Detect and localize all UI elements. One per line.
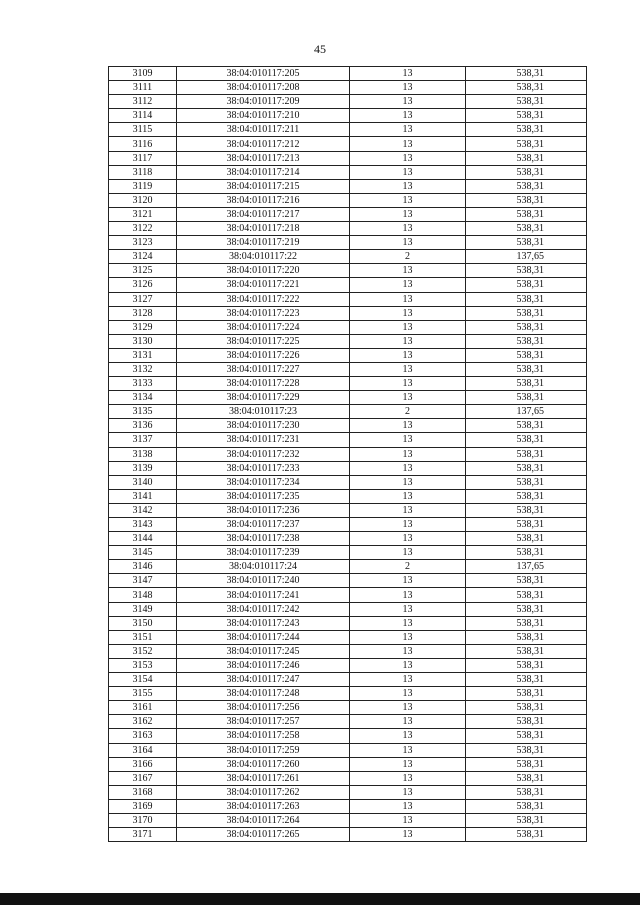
value-cell: 538,31 bbox=[466, 602, 587, 616]
value-cell: 538,31 bbox=[466, 67, 587, 81]
cadastral-number-cell: 38:04:010117:218 bbox=[177, 222, 350, 236]
area-cell: 13 bbox=[350, 123, 466, 137]
area-cell: 13 bbox=[350, 630, 466, 644]
cadastral-number-cell: 38:04:010117:237 bbox=[177, 518, 350, 532]
value-cell: 538,31 bbox=[466, 729, 587, 743]
table-row bbox=[109, 489, 587, 503]
area-cell: 13 bbox=[350, 546, 466, 560]
table-row bbox=[109, 518, 587, 532]
cadastral-number-cell: 38:04:010117:230 bbox=[177, 419, 350, 433]
value-cell: 538,31 bbox=[466, 447, 587, 461]
table-row bbox=[109, 95, 587, 109]
row-number-cell: 3163 bbox=[109, 729, 177, 743]
cadastral-number-cell: 38:04:010117:228 bbox=[177, 377, 350, 391]
value-cell: 538,31 bbox=[466, 532, 587, 546]
table-row bbox=[109, 433, 587, 447]
table-row bbox=[109, 405, 587, 419]
cadastral-number-cell: 38:04:010117:224 bbox=[177, 320, 350, 334]
row-number-cell: 3112 bbox=[109, 95, 177, 109]
area-cell: 13 bbox=[350, 616, 466, 630]
row-number-cell: 3109 bbox=[109, 67, 177, 81]
table-row bbox=[109, 588, 587, 602]
row-number-cell: 3150 bbox=[109, 616, 177, 630]
area-cell: 13 bbox=[350, 813, 466, 827]
table-row bbox=[109, 306, 587, 320]
row-number-cell: 3146 bbox=[109, 560, 177, 574]
table-row bbox=[109, 419, 587, 433]
value-cell: 538,31 bbox=[466, 616, 587, 630]
cadastral-number-cell: 38:04:010117:211 bbox=[177, 123, 350, 137]
table-row bbox=[109, 81, 587, 95]
area-cell: 13 bbox=[350, 377, 466, 391]
value-cell: 538,31 bbox=[466, 461, 587, 475]
row-number-cell: 3126 bbox=[109, 278, 177, 292]
area-cell: 2 bbox=[350, 560, 466, 574]
cadastral-number-cell: 38:04:010117:262 bbox=[177, 785, 350, 799]
row-number-cell: 3131 bbox=[109, 348, 177, 362]
cadastral-number-cell: 38:04:010117:248 bbox=[177, 687, 350, 701]
cadastral-number-cell: 38:04:010117:209 bbox=[177, 95, 350, 109]
area-cell: 13 bbox=[350, 391, 466, 405]
area-cell: 13 bbox=[350, 278, 466, 292]
cadastral-number-cell: 38:04:010117:246 bbox=[177, 658, 350, 672]
value-cell: 538,31 bbox=[466, 715, 587, 729]
cadastral-table bbox=[108, 66, 587, 842]
area-cell: 13 bbox=[350, 81, 466, 95]
value-cell: 538,31 bbox=[466, 81, 587, 95]
row-number-cell: 3130 bbox=[109, 334, 177, 348]
row-number-cell: 3129 bbox=[109, 320, 177, 334]
cadastral-number-cell: 38:04:010117:235 bbox=[177, 489, 350, 503]
row-number-cell: 3155 bbox=[109, 687, 177, 701]
value-cell: 538,31 bbox=[466, 165, 587, 179]
area-cell: 13 bbox=[350, 673, 466, 687]
area-cell: 13 bbox=[350, 743, 466, 757]
area-cell: 13 bbox=[350, 729, 466, 743]
cadastral-number-cell: 38:04:010117:24 bbox=[177, 560, 350, 574]
cadastral-number-cell: 38:04:010117:212 bbox=[177, 137, 350, 151]
value-cell: 538,31 bbox=[466, 588, 587, 602]
value-cell: 538,31 bbox=[466, 95, 587, 109]
cadastral-number-cell: 38:04:010117:265 bbox=[177, 828, 350, 842]
value-cell: 538,31 bbox=[466, 207, 587, 221]
cadastral-number-cell: 38:04:010117:243 bbox=[177, 616, 350, 630]
cadastral-number-cell: 38:04:010117:232 bbox=[177, 447, 350, 461]
area-cell: 13 bbox=[350, 362, 466, 376]
row-number-cell: 3123 bbox=[109, 236, 177, 250]
value-cell: 137,65 bbox=[466, 405, 587, 419]
cadastral-number-cell: 38:04:010117:231 bbox=[177, 433, 350, 447]
table-row bbox=[109, 757, 587, 771]
table-row bbox=[109, 715, 587, 729]
row-number-cell: 3119 bbox=[109, 179, 177, 193]
value-cell: 538,31 bbox=[466, 334, 587, 348]
cadastral-number-cell: 38:04:010117:263 bbox=[177, 799, 350, 813]
table-row bbox=[109, 179, 587, 193]
value-cell: 538,31 bbox=[466, 179, 587, 193]
row-number-cell: 3140 bbox=[109, 475, 177, 489]
row-number-cell: 3133 bbox=[109, 377, 177, 391]
value-cell: 538,31 bbox=[466, 658, 587, 672]
cadastral-number-cell: 38:04:010117:234 bbox=[177, 475, 350, 489]
table-row bbox=[109, 701, 587, 715]
table-row bbox=[109, 630, 587, 644]
value-cell: 538,31 bbox=[466, 743, 587, 757]
value-cell: 538,31 bbox=[466, 785, 587, 799]
value-cell: 538,31 bbox=[466, 236, 587, 250]
cadastral-number-cell: 38:04:010117:264 bbox=[177, 813, 350, 827]
table-row bbox=[109, 743, 587, 757]
area-cell: 13 bbox=[350, 757, 466, 771]
table-row bbox=[109, 447, 587, 461]
value-cell: 538,31 bbox=[466, 137, 587, 151]
row-number-cell: 3122 bbox=[109, 222, 177, 236]
value-cell: 538,31 bbox=[466, 391, 587, 405]
area-cell: 13 bbox=[350, 518, 466, 532]
row-number-cell: 3168 bbox=[109, 785, 177, 799]
row-number-cell: 3125 bbox=[109, 264, 177, 278]
cadastral-number-cell: 38:04:010117:247 bbox=[177, 673, 350, 687]
row-number-cell: 3134 bbox=[109, 391, 177, 405]
value-cell: 538,31 bbox=[466, 799, 587, 813]
value-cell: 538,31 bbox=[466, 320, 587, 334]
table-row bbox=[109, 546, 587, 560]
table-row bbox=[109, 348, 587, 362]
table-row bbox=[109, 771, 587, 785]
cadastral-number-cell: 38:04:010117:23 bbox=[177, 405, 350, 419]
row-number-cell: 3141 bbox=[109, 489, 177, 503]
table-row bbox=[109, 292, 587, 306]
area-cell: 13 bbox=[350, 306, 466, 320]
page-number: 45 bbox=[314, 42, 326, 56]
area-cell: 13 bbox=[350, 419, 466, 433]
cadastral-number-cell: 38:04:010117:241 bbox=[177, 588, 350, 602]
table-row bbox=[109, 151, 587, 165]
value-cell: 137,65 bbox=[466, 560, 587, 574]
value-cell: 538,31 bbox=[466, 503, 587, 517]
table-row bbox=[109, 250, 587, 264]
table-row bbox=[109, 461, 587, 475]
cadastral-number-cell: 38:04:010117:244 bbox=[177, 630, 350, 644]
area-cell: 13 bbox=[350, 701, 466, 715]
row-number-cell: 3170 bbox=[109, 813, 177, 827]
value-cell: 538,31 bbox=[466, 306, 587, 320]
row-number-cell: 3139 bbox=[109, 461, 177, 475]
value-cell: 538,31 bbox=[466, 348, 587, 362]
area-cell: 13 bbox=[350, 771, 466, 785]
area-cell: 13 bbox=[350, 475, 466, 489]
cadastral-number-cell: 38:04:010117:210 bbox=[177, 109, 350, 123]
row-number-cell: 3143 bbox=[109, 518, 177, 532]
table-row bbox=[109, 813, 587, 827]
row-number-cell: 3138 bbox=[109, 447, 177, 461]
value-cell: 538,31 bbox=[466, 489, 587, 503]
area-cell: 13 bbox=[350, 236, 466, 250]
row-number-cell: 3154 bbox=[109, 673, 177, 687]
cadastral-number-cell: 38:04:010117:216 bbox=[177, 193, 350, 207]
table-row bbox=[109, 137, 587, 151]
cadastral-number-cell: 38:04:010117:242 bbox=[177, 602, 350, 616]
value-cell: 538,31 bbox=[466, 771, 587, 785]
value-cell: 538,31 bbox=[466, 222, 587, 236]
table-row bbox=[109, 616, 587, 630]
area-cell: 13 bbox=[350, 222, 466, 236]
cadastral-number-cell: 38:04:010117:223 bbox=[177, 306, 350, 320]
area-cell: 13 bbox=[350, 334, 466, 348]
area-cell: 13 bbox=[350, 109, 466, 123]
row-number-cell: 3162 bbox=[109, 715, 177, 729]
table-row bbox=[109, 828, 587, 842]
row-number-cell: 3136 bbox=[109, 419, 177, 433]
value-cell: 538,31 bbox=[466, 673, 587, 687]
area-cell: 13 bbox=[350, 151, 466, 165]
area-cell: 13 bbox=[350, 348, 466, 362]
value-cell: 538,31 bbox=[466, 433, 587, 447]
cadastral-number-cell: 38:04:010117:240 bbox=[177, 574, 350, 588]
row-number-cell: 3115 bbox=[109, 123, 177, 137]
cadastral-number-cell: 38:04:010117:233 bbox=[177, 461, 350, 475]
value-cell: 538,31 bbox=[466, 518, 587, 532]
row-number-cell: 3117 bbox=[109, 151, 177, 165]
value-cell: 538,31 bbox=[466, 813, 587, 827]
row-number-cell: 3152 bbox=[109, 644, 177, 658]
value-cell: 538,31 bbox=[466, 193, 587, 207]
value-cell: 538,31 bbox=[466, 123, 587, 137]
table-row bbox=[109, 673, 587, 687]
cadastral-number-cell: 38:04:010117:219 bbox=[177, 236, 350, 250]
area-cell: 13 bbox=[350, 461, 466, 475]
cadastral-number-cell: 38:04:010117:217 bbox=[177, 207, 350, 221]
area-cell: 13 bbox=[350, 165, 466, 179]
table-row bbox=[109, 503, 587, 517]
cadastral-number-cell: 38:04:010117:22 bbox=[177, 250, 350, 264]
table-row bbox=[109, 362, 587, 376]
table-row bbox=[109, 799, 587, 813]
cadastral-number-cell: 38:04:010117:260 bbox=[177, 757, 350, 771]
value-cell: 137,65 bbox=[466, 250, 587, 264]
row-number-cell: 3137 bbox=[109, 433, 177, 447]
cadastral-number-cell: 38:04:010117:239 bbox=[177, 546, 350, 560]
row-number-cell: 3148 bbox=[109, 588, 177, 602]
value-cell: 538,31 bbox=[466, 264, 587, 278]
value-cell: 538,31 bbox=[466, 151, 587, 165]
row-number-cell: 3147 bbox=[109, 574, 177, 588]
table-row bbox=[109, 687, 587, 701]
table-row bbox=[109, 334, 587, 348]
area-cell: 13 bbox=[350, 447, 466, 461]
row-number-cell: 3127 bbox=[109, 292, 177, 306]
area-cell: 13 bbox=[350, 588, 466, 602]
row-number-cell: 3116 bbox=[109, 137, 177, 151]
cadastral-number-cell: 38:04:010117:225 bbox=[177, 334, 350, 348]
cadastral-number-cell: 38:04:010117:215 bbox=[177, 179, 350, 193]
value-cell: 538,31 bbox=[466, 574, 587, 588]
value-cell: 538,31 bbox=[466, 475, 587, 489]
table-row bbox=[109, 109, 587, 123]
table-row bbox=[109, 222, 587, 236]
value-cell: 538,31 bbox=[466, 644, 587, 658]
table-row bbox=[109, 532, 587, 546]
row-number-cell: 3171 bbox=[109, 828, 177, 842]
value-cell: 538,31 bbox=[466, 109, 587, 123]
cadastral-number-cell: 38:04:010117:220 bbox=[177, 264, 350, 278]
table-row bbox=[109, 729, 587, 743]
value-cell: 538,31 bbox=[466, 630, 587, 644]
table-row bbox=[109, 658, 587, 672]
area-cell: 13 bbox=[350, 644, 466, 658]
cadastral-number-cell: 38:04:010117:229 bbox=[177, 391, 350, 405]
row-number-cell: 3145 bbox=[109, 546, 177, 560]
area-cell: 13 bbox=[350, 179, 466, 193]
value-cell: 538,31 bbox=[466, 701, 587, 715]
area-cell: 13 bbox=[350, 193, 466, 207]
area-cell: 13 bbox=[350, 785, 466, 799]
area-cell: 2 bbox=[350, 250, 466, 264]
area-cell: 13 bbox=[350, 687, 466, 701]
row-number-cell: 3132 bbox=[109, 362, 177, 376]
area-cell: 13 bbox=[350, 67, 466, 81]
row-number-cell: 3144 bbox=[109, 532, 177, 546]
area-cell: 13 bbox=[350, 137, 466, 151]
area-cell: 13 bbox=[350, 489, 466, 503]
table-row bbox=[109, 264, 587, 278]
area-cell: 13 bbox=[350, 264, 466, 278]
table-row bbox=[109, 165, 587, 179]
area-cell: 13 bbox=[350, 207, 466, 221]
cadastral-number-cell: 38:04:010117:245 bbox=[177, 644, 350, 658]
cadastral-number-cell: 38:04:010117:258 bbox=[177, 729, 350, 743]
value-cell: 538,31 bbox=[466, 757, 587, 771]
row-number-cell: 3121 bbox=[109, 207, 177, 221]
cadastral-number-cell: 38:04:010117:236 bbox=[177, 503, 350, 517]
area-cell: 13 bbox=[350, 503, 466, 517]
row-number-cell: 3114 bbox=[109, 109, 177, 123]
cadastral-number-cell: 38:04:010117:213 bbox=[177, 151, 350, 165]
area-cell: 13 bbox=[350, 658, 466, 672]
cadastral-number-cell: 38:04:010117:259 bbox=[177, 743, 350, 757]
table-row bbox=[109, 644, 587, 658]
area-cell: 13 bbox=[350, 95, 466, 109]
cadastral-number-cell: 38:04:010117:214 bbox=[177, 165, 350, 179]
table-row bbox=[109, 278, 587, 292]
row-number-cell: 3169 bbox=[109, 799, 177, 813]
table-row bbox=[109, 391, 587, 405]
row-number-cell: 3164 bbox=[109, 743, 177, 757]
cadastral-number-cell: 38:04:010117:238 bbox=[177, 532, 350, 546]
area-cell: 13 bbox=[350, 320, 466, 334]
cadastral-number-cell: 38:04:010117:261 bbox=[177, 771, 350, 785]
value-cell: 538,31 bbox=[466, 419, 587, 433]
table-row bbox=[109, 207, 587, 221]
area-cell: 13 bbox=[350, 574, 466, 588]
table-row bbox=[109, 67, 587, 81]
cadastral-number-cell: 38:04:010117:205 bbox=[177, 67, 350, 81]
cadastral-number-cell: 38:04:010117:208 bbox=[177, 81, 350, 95]
row-number-cell: 3111 bbox=[109, 81, 177, 95]
row-number-cell: 3128 bbox=[109, 306, 177, 320]
area-cell: 13 bbox=[350, 828, 466, 842]
area-cell: 13 bbox=[350, 799, 466, 813]
table-row bbox=[109, 236, 587, 250]
table-row bbox=[109, 475, 587, 489]
value-cell: 538,31 bbox=[466, 278, 587, 292]
table-body bbox=[109, 67, 587, 842]
area-cell: 13 bbox=[350, 602, 466, 616]
row-number-cell: 3120 bbox=[109, 193, 177, 207]
area-cell: 2 bbox=[350, 405, 466, 419]
table-row bbox=[109, 560, 587, 574]
cadastral-number-cell: 38:04:010117:257 bbox=[177, 715, 350, 729]
table-row bbox=[109, 123, 587, 137]
cadastral-number-cell: 38:04:010117:222 bbox=[177, 292, 350, 306]
table-row bbox=[109, 602, 587, 616]
value-cell: 538,31 bbox=[466, 687, 587, 701]
row-number-cell: 3135 bbox=[109, 405, 177, 419]
table-row bbox=[109, 320, 587, 334]
row-number-cell: 3142 bbox=[109, 503, 177, 517]
row-number-cell: 3166 bbox=[109, 757, 177, 771]
table-row bbox=[109, 377, 587, 391]
area-cell: 13 bbox=[350, 433, 466, 447]
scan-edge bbox=[0, 893, 640, 905]
value-cell: 538,31 bbox=[466, 377, 587, 391]
row-number-cell: 3149 bbox=[109, 602, 177, 616]
table-row bbox=[109, 574, 587, 588]
row-number-cell: 3151 bbox=[109, 630, 177, 644]
table-row bbox=[109, 193, 587, 207]
value-cell: 538,31 bbox=[466, 546, 587, 560]
area-cell: 13 bbox=[350, 532, 466, 546]
cadastral-number-cell: 38:04:010117:256 bbox=[177, 701, 350, 715]
row-number-cell: 3161 bbox=[109, 701, 177, 715]
cadastral-number-cell: 38:04:010117:226 bbox=[177, 348, 350, 362]
row-number-cell: 3124 bbox=[109, 250, 177, 264]
cadastral-number-cell: 38:04:010117:221 bbox=[177, 278, 350, 292]
area-cell: 13 bbox=[350, 715, 466, 729]
value-cell: 538,31 bbox=[466, 828, 587, 842]
row-number-cell: 3167 bbox=[109, 771, 177, 785]
area-cell: 13 bbox=[350, 292, 466, 306]
value-cell: 538,31 bbox=[466, 292, 587, 306]
cadastral-number-cell: 38:04:010117:227 bbox=[177, 362, 350, 376]
row-number-cell: 3118 bbox=[109, 165, 177, 179]
table-row bbox=[109, 785, 587, 799]
value-cell: 538,31 bbox=[466, 362, 587, 376]
row-number-cell: 3153 bbox=[109, 658, 177, 672]
